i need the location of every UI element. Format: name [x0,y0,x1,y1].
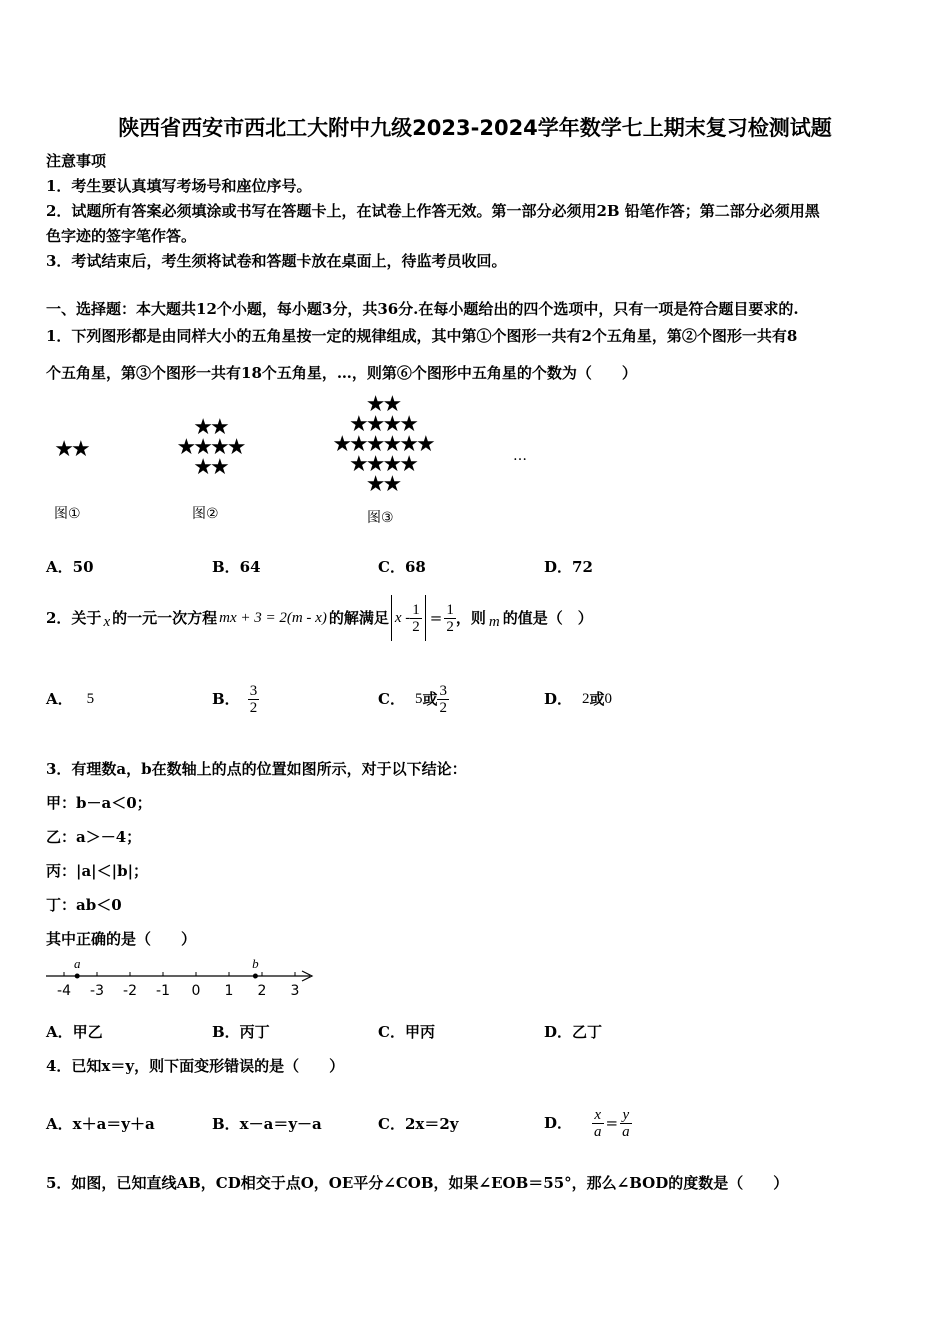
q3-option-d: D．乙丁 [544,1023,603,1041]
number-line-point-a [75,974,80,979]
q1-option-c: C．68 [378,558,426,576]
number-line-tick-label: -4 [57,983,71,999]
fig1-row: ★★ [54,437,88,462]
fig3-row: ★★★★ [349,452,416,477]
q3-option-b: B．丙丁 [212,1023,270,1041]
number-line-point-label-b: b [252,956,259,971]
q2-rhs-num: 1 [446,601,454,618]
q2-abs-num: 1 [412,601,420,618]
q3-question: 其中正确的是（ ） [46,930,197,948]
notice-item-3: 3．考试结束后，考生须将试卷和答题卡放在桌面上，待监考员收回。 [46,252,507,270]
q3-statement-ding: 丁：ab＜0 [46,896,122,914]
number-line-tick-label: 3 [290,983,300,999]
q2-var-m: m [488,614,500,630]
q2-option-d-or: 或 [589,690,605,708]
q2-option-a-value: 5 [86,691,95,707]
q1-line-1: 1．下列图形都是由同样大小的五角星按一定的规律组成，其中第①个图形一共有2个五角星，第②个图形一共有8 [46,327,798,345]
number-line-point-b [253,974,258,979]
q2-option-a [46,677,94,721]
q4-option-d-den-1: a [594,1123,602,1140]
q2-rhs-den: 2 [446,618,454,635]
q3-statement-bing: 丙：|a|＜|b|； [46,862,149,880]
q4-option-c: C．2x＝2y [378,1115,459,1133]
q4-option-d-label: D． [544,1114,573,1132]
number-line-tick-label: 1 [224,983,234,999]
q2-stem [46,593,593,643]
q4-option-d-right-fraction [620,1107,632,1140]
q4-option-d-den-2: a [622,1123,630,1140]
q2-option-c-num: 3 [439,682,447,699]
q2-option-d-label: D． [544,690,573,708]
figure-label-3: 图③ [367,510,394,526]
figure-1-stars [46,437,96,462]
q2-abs-den: 2 [412,618,420,635]
q2-option-c-fraction [437,683,449,716]
fig2-row: ★★ [193,415,227,440]
notice-item-2a: 2．试题所有答案必须填涂或书写在答题卡上，在试卷上作答无效。第一部分必须用2B 铅笔作答；第二部分必须用黑 [46,202,820,220]
number-line-point-label-a: a [73,956,81,971]
q4-option-d-y: y [620,1107,632,1124]
number-line [40,956,325,1002]
q2-option-b-label: B． [212,690,240,708]
q2-var-x: x [103,614,111,630]
q4-option-d-left-fraction [592,1107,604,1140]
q2-equals: = [429,609,443,627]
q2-option-b [212,677,259,721]
number-line-tick-label: -1 [156,983,170,999]
q4-option-b: B．x－a＝y－a [212,1115,322,1133]
number-line-points [74,956,259,979]
notice-heading: 注意事项 [46,152,107,170]
q2-option-d-value-2: 0 [604,691,613,707]
q2-abs-fraction [410,602,422,635]
q2-rhs-fraction [444,602,456,635]
q2-part-5: 的值是（ ） [502,609,593,627]
q2-option-d [544,677,612,721]
q2-abs-expression [391,595,426,641]
q4-option-d-x: x [592,1107,604,1124]
notice-item-2b: 色字迹的签字笔作答。 [46,227,197,245]
fig2-row: ★★ [193,455,227,480]
number-line-tick-label: -2 [123,983,137,999]
q2-abs-left: x - [394,610,411,626]
q2-option-d-value-1: 2 [582,691,590,707]
q2-part-2: 的一元一次方程 [112,609,218,627]
number-line-tick-label: 2 [257,983,267,999]
fig3-row: ★★ [365,392,400,417]
fig2-row: ★★★★ [176,435,244,460]
q3-statement-yi: 乙：a＞－4； [46,828,142,846]
q4-option-a: A．x＋a＝y＋a [46,1115,155,1133]
page-title: 陕西省西安市西北工大附中九级2023-2024学年数学七上期末复习检测试题 [118,116,832,140]
q4-option-d [544,1100,632,1146]
q2-part-3: 的解满足 [328,609,389,627]
q3-statement-jia: 甲：b－a＜0； [46,794,152,812]
q2-option-b-num: 3 [249,682,258,699]
q2-option-c-value: 5 [414,691,423,707]
q2-option-c-label: C． [378,690,405,708]
figure-label-1: 图① [54,506,81,522]
q2-option-a-label: A． [46,690,73,708]
q2-option-b-fraction [248,683,260,716]
q1-option-d: D．72 [544,558,593,576]
number-line-tick-label: 0 [191,983,201,999]
q4-stem: 4．已知x＝y，则下面变形错误的是（ ） [46,1057,345,1075]
q2-part-4: ，则 [455,609,486,627]
fig3-row: ★★★★ [349,412,416,437]
q1-option-a: A．50 [46,558,94,576]
q3-option-a: A．甲乙 [46,1023,103,1041]
q1-line-2: 个五角星，第③个图形一共有18个五角星，…，则第⑥个图形中五角星的个数为（ ） [46,364,637,382]
q2-equation: mx + 3 = 2(m - x) [219,610,327,626]
q2-option-b-den: 2 [249,699,258,716]
fig3-row: ★★★★★★ [332,432,433,457]
q2-option-c-or: 或 [422,690,438,708]
figure-2-stars [165,415,255,480]
q1-option-b: B．64 [212,558,261,576]
q4-option-d-equals: = [605,1114,619,1132]
section-heading: 一、选择题：本大题共12个小题，每小题3分，共36分.在每小题给出的四个选项中，只有一项是符合题目要求的. [46,300,799,318]
q2-part-1: 2．关于 [46,609,102,627]
figure-label-2: 图② [192,506,219,522]
q2-option-c-den: 2 [439,699,447,716]
number-line-tick-label: -3 [90,983,104,999]
q5-stem: 5．如图，已知直线AB，CD相交于点O，OE平分∠COB，如果∠EOB＝55°，那么∠BOD的度数是（ ） [46,1174,789,1192]
figure-ellipsis: … [513,448,527,464]
fig3-row: ★★ [365,472,400,497]
notice-item-1: 1．考生要认真填写考场号和座位序号。 [46,177,312,195]
q2-option-c [378,677,449,721]
q3-stem: 3．有理数a，b在数轴上的点的位置如图所示，对于以下结论： [46,760,467,778]
figure-3-stars [320,392,445,497]
q3-option-c: C．甲丙 [378,1023,435,1041]
